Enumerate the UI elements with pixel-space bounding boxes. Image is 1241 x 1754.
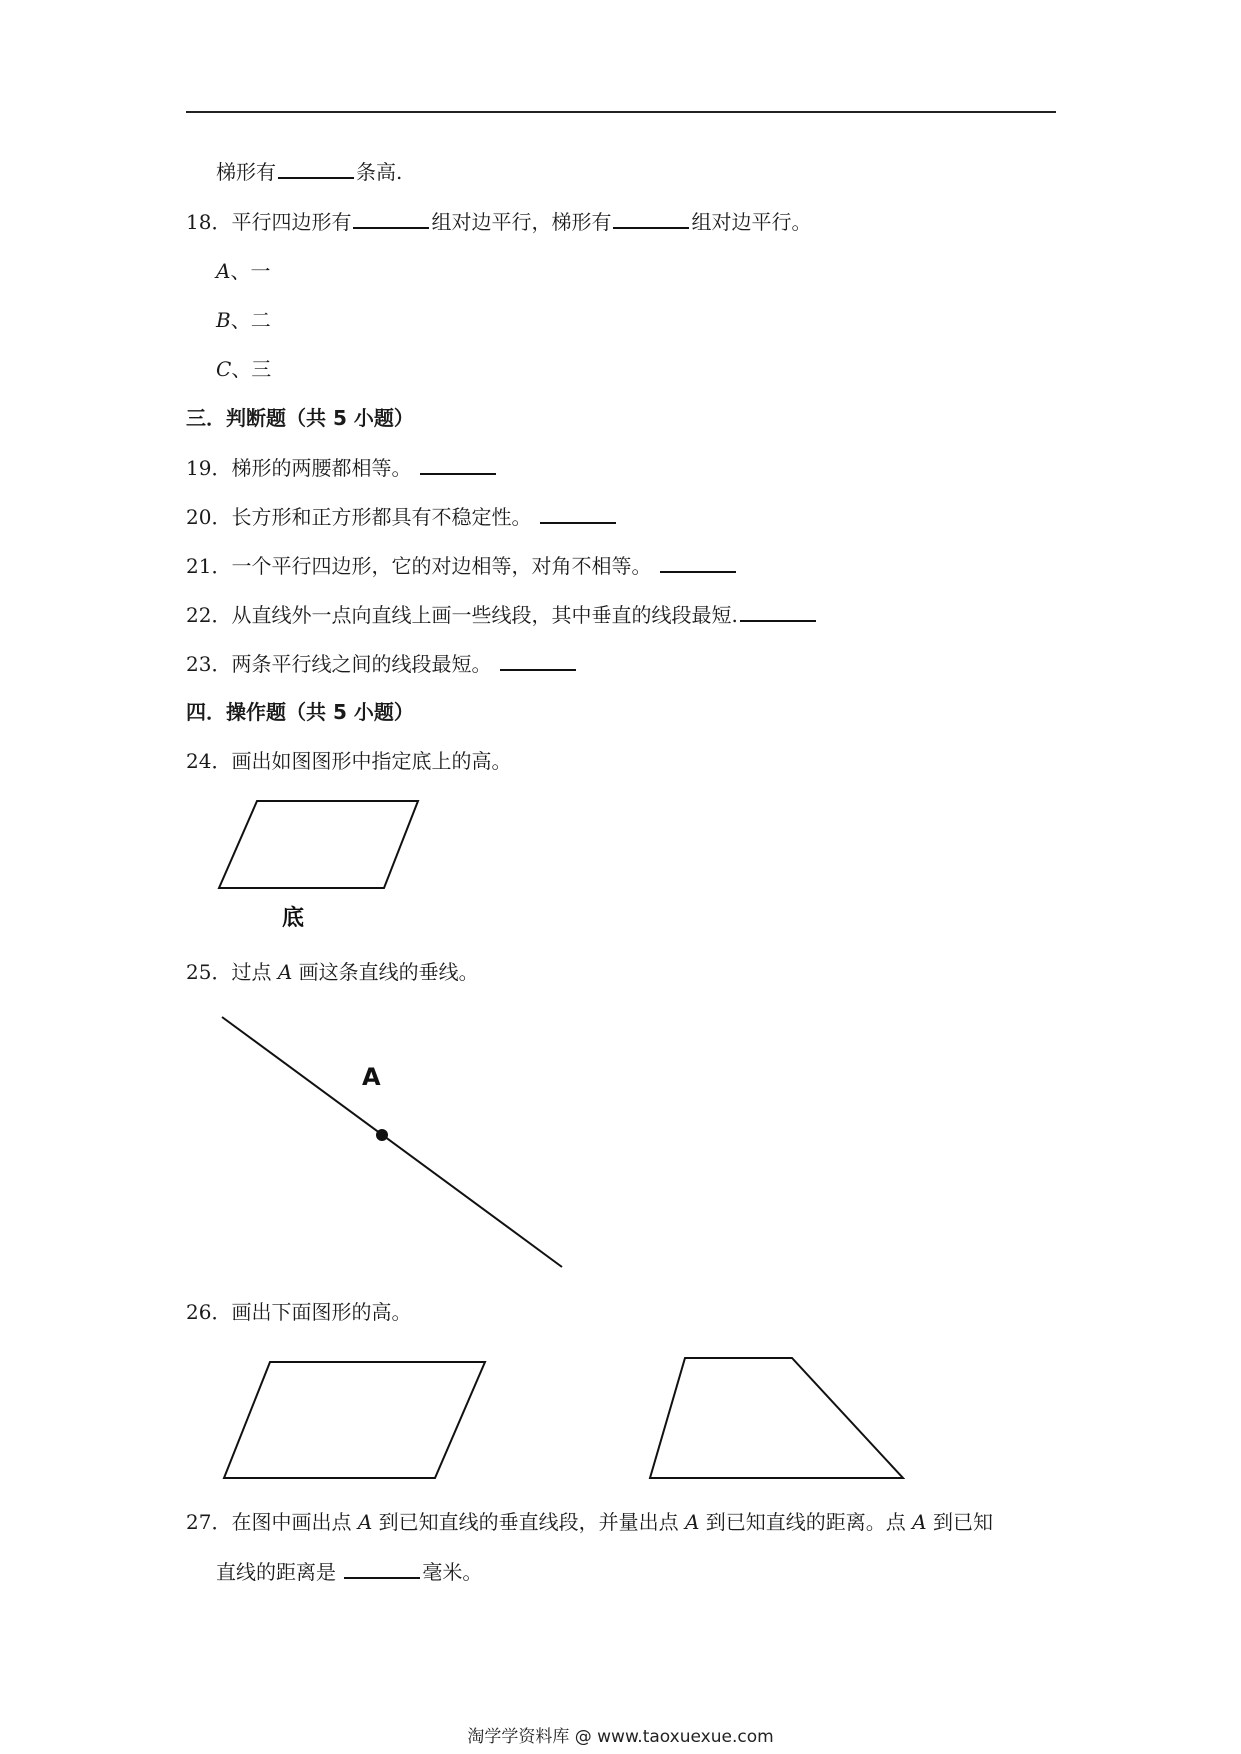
section-4-title: 四．操作题（共 5 小题） [186, 700, 414, 724]
question-27: 27．在图中画出点 A 到已知直线的垂直线段，并量出点 A 到已知直线的距离。点 A 到已知 [186, 1510, 993, 1534]
question-19: 19．梯形的两腰都相等。 [186, 454, 498, 482]
question-18: 18．平行四边形有 组对边平行，梯形有 组对边平行。 [186, 210, 812, 234]
answer-blank[interactable] [660, 553, 736, 573]
question-27-line-2: 直线的距离是 毫米。 [216, 1560, 483, 1584]
option-c[interactable]: C、三 [216, 357, 272, 381]
question-22: 22．从直线外一点向直线上画一些线段，其中垂直的线段最短. [186, 601, 818, 629]
q26-shapes-figure [210, 1350, 910, 1485]
answer-blank[interactable] [344, 1559, 420, 1579]
question-20: 20．长方形和正方形都具有不稳定性。 [186, 503, 618, 531]
option-b[interactable]: B、二 [216, 308, 271, 332]
continuation-line: 梯形有 条高. [216, 160, 403, 184]
answer-blank[interactable] [540, 504, 616, 524]
answer-blank[interactable] [500, 651, 576, 671]
footer-watermark: 淘学学资料库 @ www.taoxuexue.com [467, 1727, 774, 1747]
parallelogram-shape [219, 801, 418, 888]
question-25: 25．过点 A 画这条直线的垂线。 [186, 960, 479, 984]
trapezoid-shape [650, 1358, 903, 1478]
question-21: 21．一个平行四边形，它的对边相等，对角不相等。 [186, 552, 738, 580]
answer-blank[interactable] [420, 455, 496, 475]
point-a[interactable] [376, 1129, 388, 1141]
parallelogram-shape [224, 1362, 485, 1478]
question-24: 24．画出如图图形中指定底上的高。 [186, 749, 512, 773]
point-a-label: A [362, 1063, 381, 1091]
question-23: 23．两条平行线之间的线段最短。 [186, 650, 578, 678]
question-26: 26．画出下面图形的高。 [186, 1300, 412, 1324]
answer-blank[interactable] [353, 209, 429, 229]
answer-blank[interactable] [613, 209, 689, 229]
given-line [222, 1017, 562, 1267]
q25-line-figure [212, 1005, 572, 1275]
base-label: 底 [282, 906, 305, 931]
option-a[interactable]: A、一 [216, 259, 271, 283]
section-3-title: 三．判断题（共 5 小题） [186, 406, 414, 430]
header-rule [186, 111, 1056, 113]
answer-blank[interactable] [740, 602, 816, 622]
q24-parallelogram-figure [212, 795, 422, 935]
answer-blank[interactable] [278, 159, 354, 179]
